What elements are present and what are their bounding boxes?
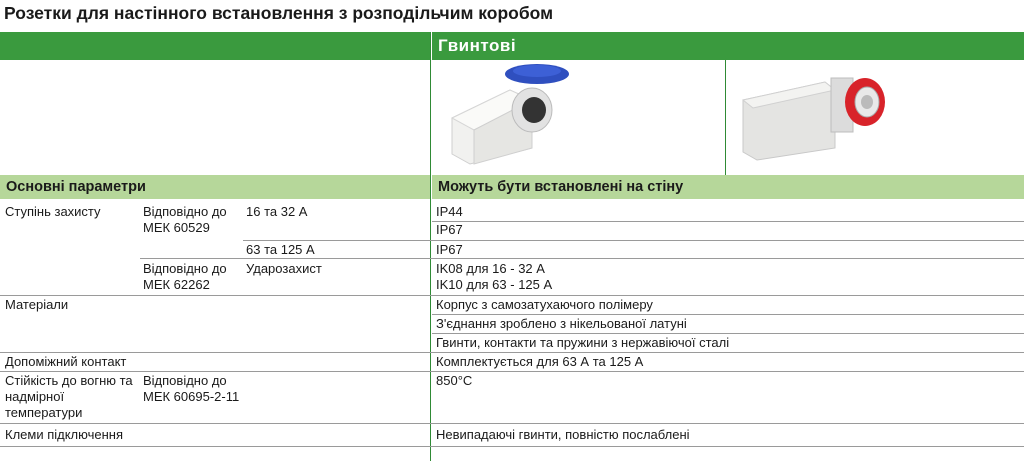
blue-socket-image [440,60,720,175]
label-aux-contact: Допоміжний контакт [5,354,127,369]
red-socket-image [735,60,1015,175]
value-terminals: Невипадаючі гвинти, повністю послаблені [436,427,690,442]
column-divider [430,32,431,461]
divider [0,295,1024,296]
value-ip67: IP67 [436,222,463,237]
divider [0,446,1024,447]
divider [243,240,1024,241]
label-terminals: Клеми підключення [5,427,123,442]
divider [0,371,1024,372]
divider [432,333,1024,334]
value-ik08: IK08 для 16 - 32 А [436,261,545,276]
page-title: Розетки для настінного встановлення з розподільчим коробом [4,3,554,23]
value-screws: Гвинти, контакти та пружини з нержавіючої сталі [436,335,730,350]
label-protection: Ступінь захисту [5,204,101,219]
std-iec62262: Відповідно до МЕК 62262 [143,261,227,292]
value-connections: З'єднання зроблено з нікельованої латуні [436,316,687,331]
current-16-32: 16 та 32 А [246,204,308,219]
divider [0,423,1024,424]
value-aux-contact: Комплектується для 63 А та 125 А [436,354,644,369]
std-iec60695: Відповідно до МЕК 60695-2-11 [143,373,240,404]
value-housing: Корпус з самозатухаючого полімеру [436,297,653,312]
std-iec60529: Відповідно до МЕК 60529 [143,204,227,235]
divider [140,258,1024,259]
label-fire-resistance: Стійкість до вогню та надмірної температури [5,373,133,420]
value-850c: 850°C [436,373,473,388]
divider [432,314,1024,315]
divider [432,221,1024,222]
type-header: Гвинтові [432,32,1024,60]
value-ip67-large: IP67 [436,242,463,257]
value-ik10: IK10 для 63 - 125 А [436,277,553,292]
value-ip44: IP44 [436,204,463,219]
divider [0,352,1024,353]
section-wall-mount: Можуть бути встановлені на стіну [432,175,1024,199]
impact-protection: Ударозахист [246,261,322,276]
section-main-parameters: Основні параметри [0,175,430,199]
current-63-125: 63 та 125 А [246,242,315,257]
label-materials: Матеріали [5,297,69,312]
image-divider [725,60,726,175]
header-bar-left [0,32,430,60]
